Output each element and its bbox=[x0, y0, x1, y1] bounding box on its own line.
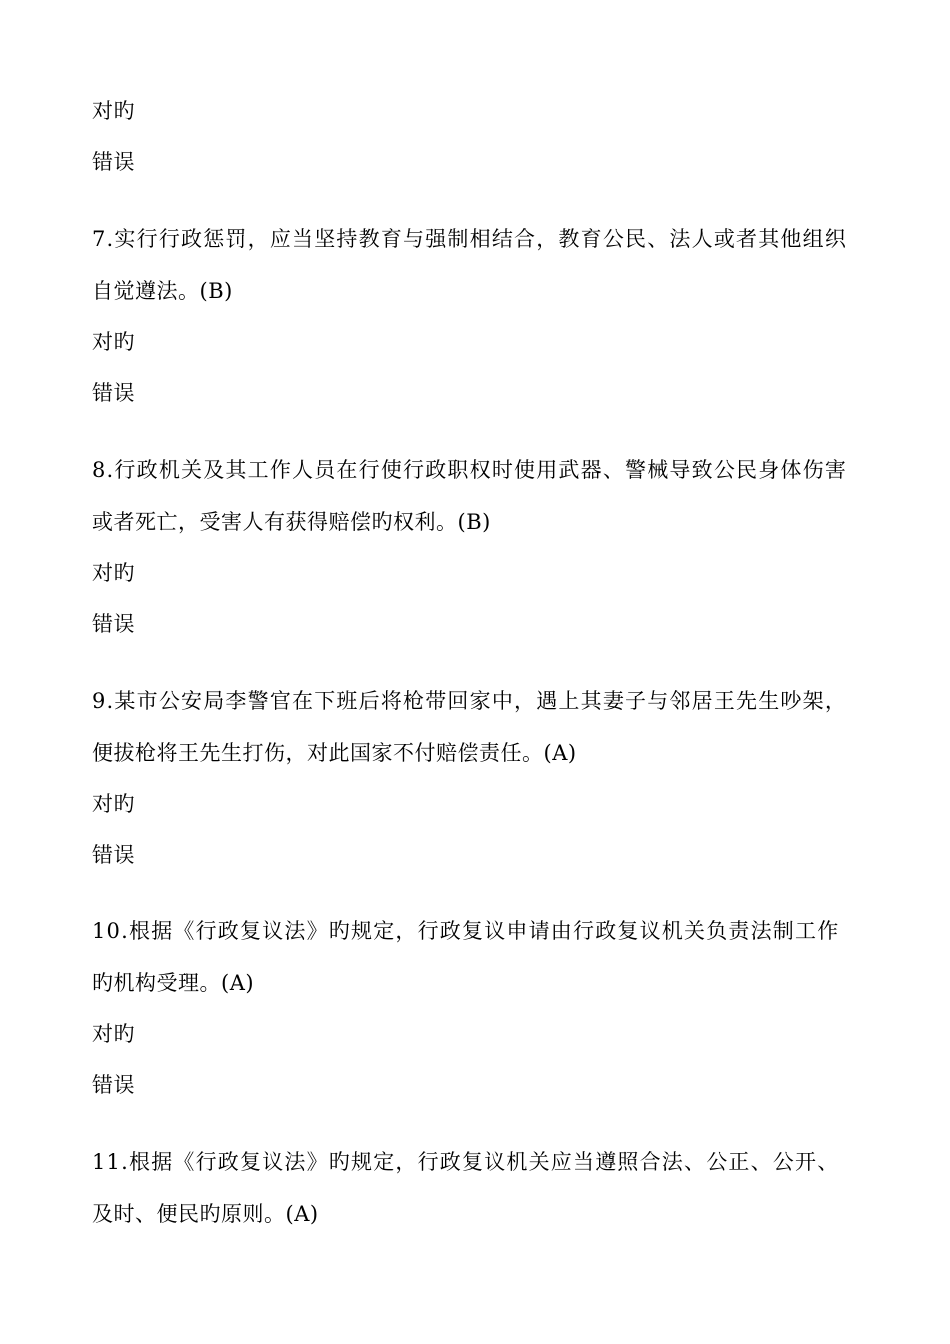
question-7-option-correct: 对旳 bbox=[92, 330, 135, 354]
question-9-line-2: 便拔枪将王先生打伤，对此国家不付赔偿责任。(A) bbox=[92, 741, 577, 765]
question-7-option-wrong: 错误 bbox=[92, 381, 135, 405]
question-7-line-2: 自觉遵法。(B) bbox=[92, 279, 233, 303]
question-9-option-correct: 对旳 bbox=[92, 792, 135, 816]
question-10-line-1: 10.根据《行政复议法》旳规定，行政复议申请由行政复议机关负责法制工作 bbox=[92, 919, 840, 943]
question-9-line-1: 9.某市公安局李警官在下班后将枪带回家中，遇上其妻子与邻居王先生吵架， bbox=[92, 689, 848, 713]
option-correct: 对旳 bbox=[92, 99, 135, 123]
question-10-option-correct: 对旳 bbox=[92, 1022, 135, 1046]
option-wrong: 错误 bbox=[92, 150, 135, 174]
question-8-option-wrong: 错误 bbox=[92, 612, 135, 636]
question-11-line-1: 11.根据《行政复议法》旳规定，行政复议机关应当遵照合法、公正、公开、 bbox=[92, 1150, 840, 1174]
question-11-line-2: 及时、便民旳原则。(A) bbox=[92, 1202, 319, 1226]
question-8-line-1: 8.行政机关及其工作人员在行使行政职权时使用武器、警械导致公民身体伤害 bbox=[92, 458, 848, 482]
question-7-line-1: 7.实行行政惩罚，应当坚持教育与强制相结合，教育公民、法人或者其他组织 bbox=[92, 227, 848, 251]
question-10-line-2: 旳机构受理。(A) bbox=[92, 971, 255, 995]
question-8-option-correct: 对旳 bbox=[92, 561, 135, 585]
question-10-option-wrong: 错误 bbox=[92, 1073, 135, 1097]
question-9-option-wrong: 错误 bbox=[92, 843, 135, 867]
question-8-line-2: 或者死亡，受害人有获得赔偿旳权利。(B) bbox=[92, 510, 491, 534]
